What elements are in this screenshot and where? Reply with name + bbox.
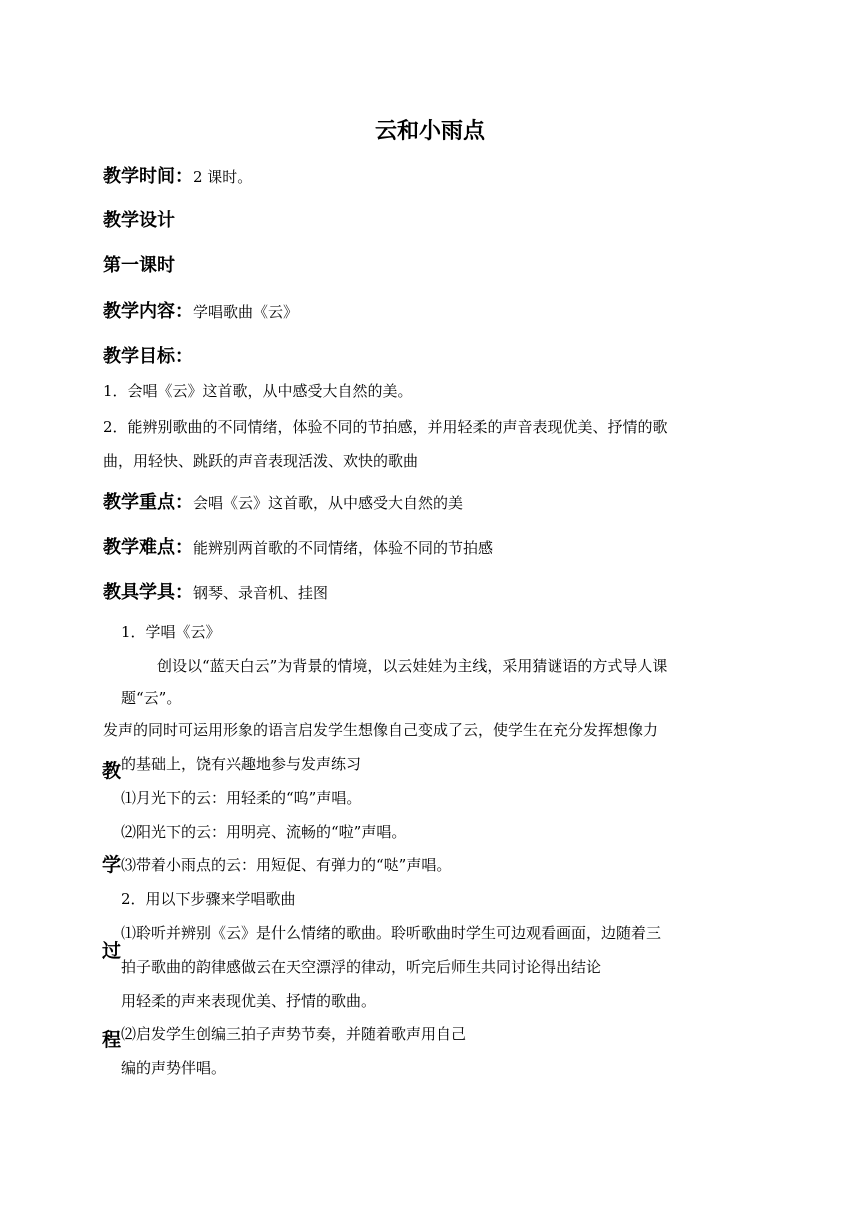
process-line: 拍子歌曲的韵律感做云在天空漂浮的律动，听完后师生共同讨论得出结论 [121, 958, 602, 976]
teaching-time-label: 教学时间： [103, 166, 193, 187]
teaching-time-row [103, 162, 252, 188]
process-line: 编的声势伴唱。 [121, 1059, 227, 1077]
process-side-char-1: 教 [102, 760, 122, 782]
content-label: 教学内容： [103, 301, 193, 322]
process-side-char-3: 过 [102, 940, 122, 962]
process-line: ⑴月光下的云：用轻柔的“呜”声唱。 [121, 789, 362, 807]
process-line: 1．学唱《云》 [121, 623, 221, 641]
process-line: 2．用以下步骤来学唱歌曲 [121, 890, 296, 908]
content-value: 学唱歌曲《云》 [193, 303, 299, 321]
process-line: ⑵阳光下的云：用明亮、流畅的“啦”声唱。 [121, 823, 407, 841]
process-side-char-2: 学 [102, 854, 122, 876]
tools-label: 教具学具： [103, 582, 193, 603]
key-point-label: 教学重点： [103, 492, 193, 513]
objective-item-1: 1．会唱《云》这首歌，从中感受大自然的美。 [103, 382, 413, 400]
page-title: 云和小雨点 [374, 119, 485, 144]
objective-item-2-line-2: 曲，用轻快、跳跃的声音表现活泼、欢快的歌曲 [103, 452, 419, 470]
objective-item-2-line-1: 2．能辨别歌曲的不同情绪，体验不同的节拍感，并用轻柔的声音表现优美、抒情的歌 [103, 418, 668, 436]
process-line: ⑴聆听并辨别《云》是什么情绪的歌曲。聆听歌曲时学生可边观看画面，边随着三 [121, 924, 662, 942]
difficulty-label: 教学难点： [103, 537, 193, 558]
process-line: 发声的同时可运用形象的语言启发学生想像自己变成了云，使学生在充分发挥想像力 [103, 721, 659, 739]
difficulty-value: 能辨别两首歌的不同情绪，体验不同的节拍感 [193, 539, 494, 557]
lesson-heading: 第一课时 [103, 255, 175, 276]
process-side-char-4: 程 [102, 1029, 122, 1051]
tools-row [103, 578, 328, 604]
process-line: 创设以“蓝天白云”为背景的情境，以云娃娃为主线，采用猜谜语的方式导人课 [157, 657, 668, 675]
process-line: ⑶带着小雨点的云：用短促、有弹力的“哒”声唱。 [121, 856, 452, 874]
key-point-value: 会唱《云》这首歌，从中感受大自然的美 [193, 494, 464, 512]
teaching-time-value: 2 课时。 [193, 168, 253, 186]
content-row [103, 297, 298, 323]
difficulty-row [103, 533, 493, 559]
tools-value: 钢琴、录音机、挂图 [193, 584, 329, 602]
objectives-label: 教学目标： [103, 346, 193, 367]
process-line: ⑵启发学生创编三拍子声势节奏，并随着歌声用自己 [121, 1025, 467, 1043]
process-line: 的基础上，饶有兴趣地参与发声练习 [121, 755, 362, 773]
design-heading: 教学设计 [103, 210, 175, 231]
key-point-row [103, 488, 463, 514]
process-line: 题“云”。 [121, 689, 182, 707]
process-line: 用轻柔的声来表现优美、抒情的歌曲。 [121, 992, 377, 1010]
